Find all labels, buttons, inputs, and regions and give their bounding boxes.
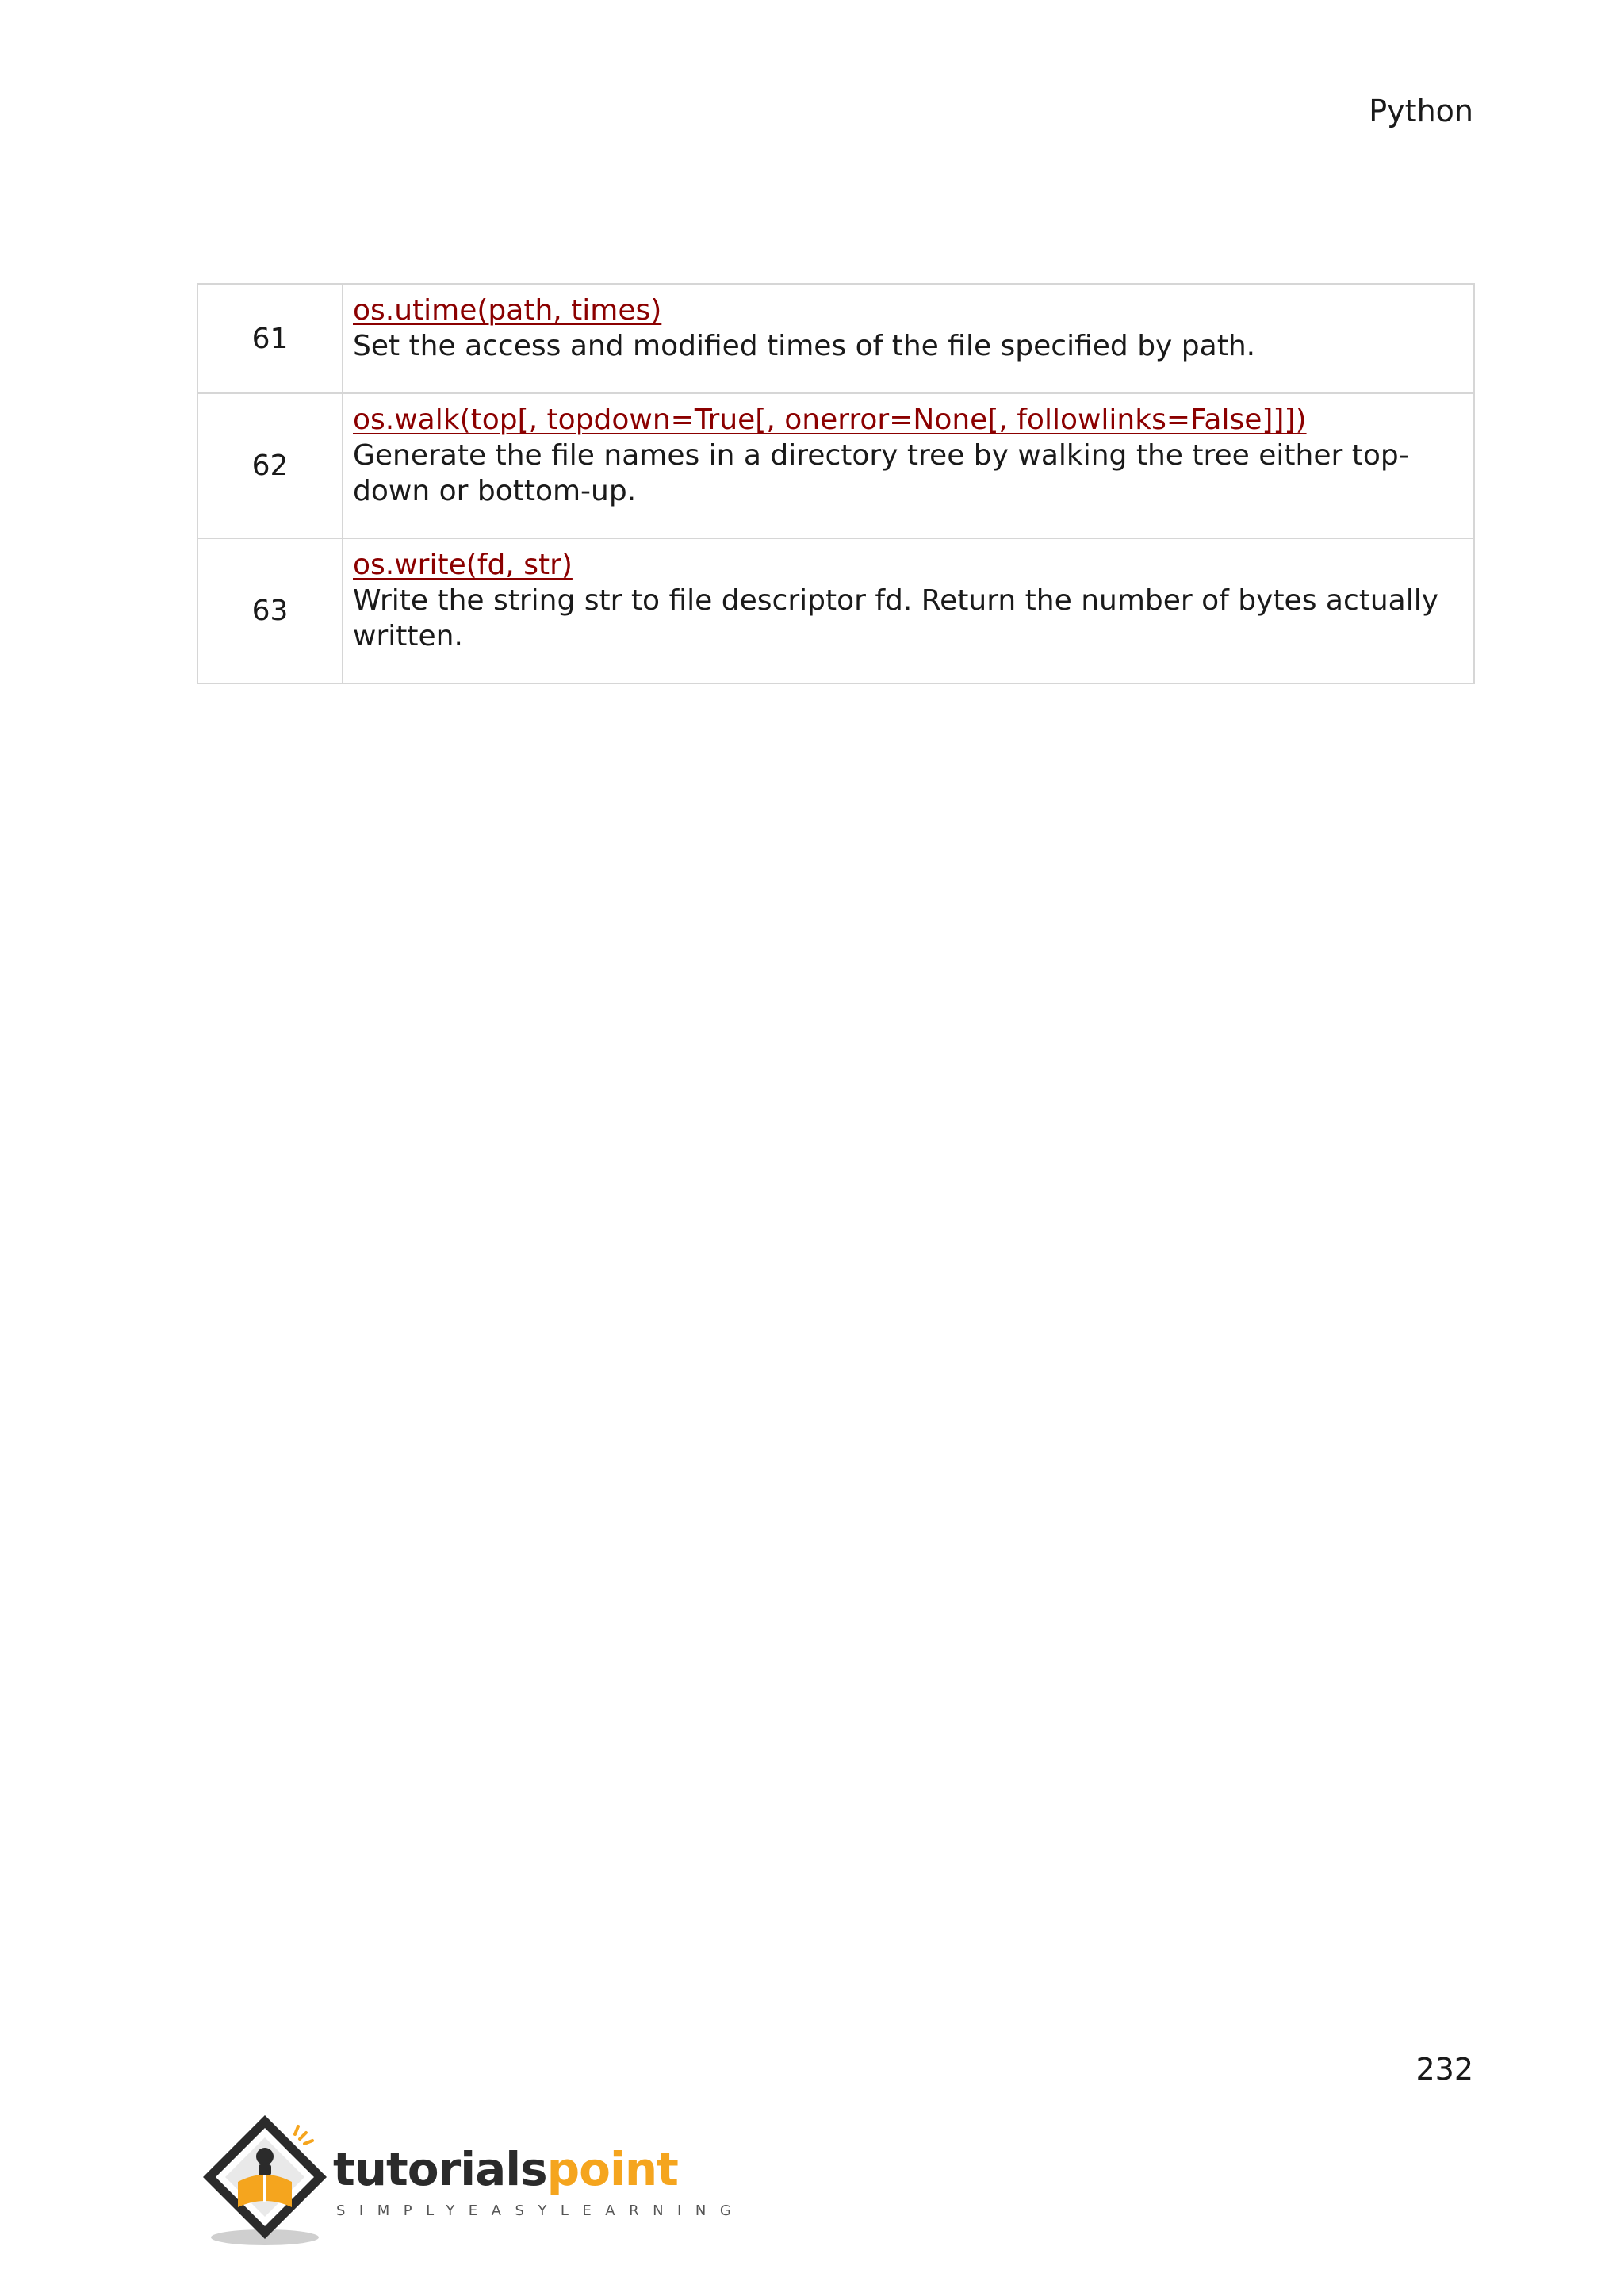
table-row [197, 538, 1474, 683]
logo-word-point: point [546, 2142, 678, 2196]
method-link-os-utime[interactable]: os.utime(path, times) [353, 294, 662, 327]
method-description: Write the string str to file descriptor fd. Return the number of bytes actually written. [353, 584, 1439, 652]
method-description: Generate the file names in a directory tree by walking the tree either top-down or bottom-up. [353, 439, 1409, 507]
logo-tagline: SIMPLYEASYLEARNING [336, 2202, 745, 2219]
logo-wordmark [333, 2144, 678, 2195]
page-number: 232 [1415, 2052, 1473, 2087]
method-description: Set the access and modified times of the file specified by path. [353, 330, 1256, 362]
method-cell [343, 284, 1474, 393]
table-row [197, 284, 1474, 393]
method-cell [343, 538, 1474, 683]
row-number: 61 [197, 284, 343, 393]
logo-word-tutorials: tutorials [333, 2142, 547, 2196]
logo-emblem-icon [195, 2109, 338, 2252]
os-methods-table [197, 283, 1475, 684]
running-header: Python [1369, 94, 1473, 128]
method-link-os-walk[interactable]: os.walk(top[, topdown=True[, onerror=None[, followlinks=False]]]) [353, 404, 1307, 436]
tutorialspoint-logo [195, 2109, 745, 2252]
method-link-os-write[interactable]: os.write(fd, str) [353, 549, 573, 581]
row-number: 63 [197, 538, 343, 683]
table-row [197, 393, 1474, 538]
method-cell [343, 393, 1474, 538]
row-number: 62 [197, 393, 343, 538]
